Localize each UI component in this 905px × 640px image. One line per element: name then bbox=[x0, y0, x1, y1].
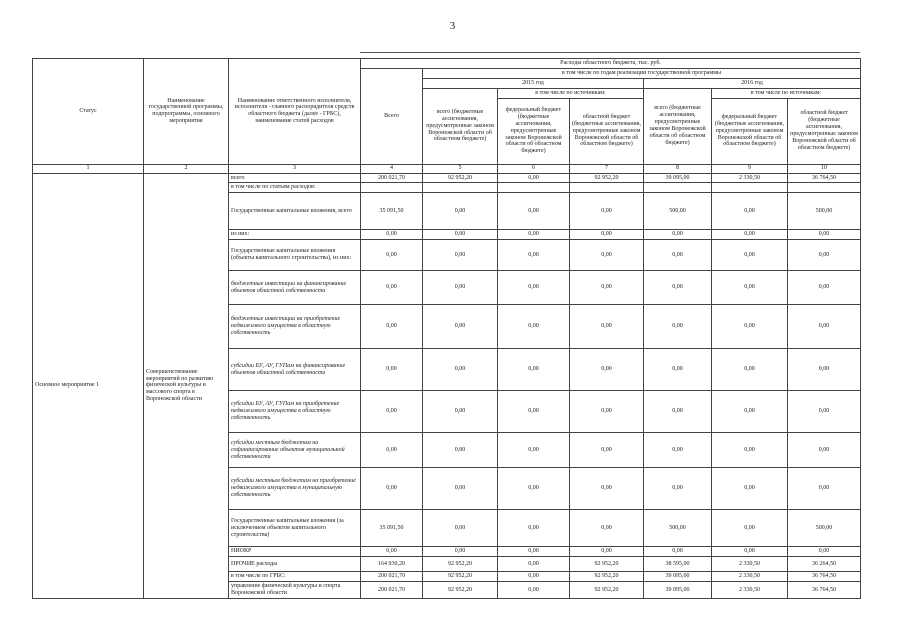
expense-item-label: из них: bbox=[229, 230, 361, 240]
amount-cell: 92 952,20 bbox=[570, 572, 644, 582]
column-numbers-row bbox=[33, 164, 861, 173]
column-number: 2 bbox=[144, 164, 229, 173]
amount-cell: 0,00 bbox=[788, 230, 861, 240]
expense-item-label: бюджетные инвестиции на приобретение недвижимого имущества в областную собственность bbox=[229, 305, 361, 349]
amount-cell: 0,00 bbox=[423, 391, 498, 433]
amount-cell: 0,00 bbox=[788, 240, 861, 271]
amount-cell: 0,00 bbox=[644, 240, 712, 271]
amount-cell: 0,00 bbox=[498, 240, 570, 271]
header-year-2016: 2016 год bbox=[644, 78, 861, 88]
header-2015-total: всего (бюджетные ассигнования, предусмотренные законом Воронежской области об областном бюджете) bbox=[423, 88, 498, 164]
status-cell: Основное мероприятие 1 bbox=[33, 173, 144, 599]
column-number: 5 bbox=[423, 164, 498, 173]
amount-cell: 0,00 bbox=[423, 468, 498, 510]
amount-cell bbox=[423, 183, 498, 193]
column-number: 6 bbox=[498, 164, 570, 173]
amount-cell: 0,00 bbox=[423, 349, 498, 391]
column-number: 9 bbox=[712, 164, 788, 173]
amount-cell: 36 764,50 bbox=[788, 572, 861, 582]
expense-item-label: субсидии БУ, АУ, ГУПам на приобретение недвижимого имущества в областную собственность bbox=[229, 391, 361, 433]
expense-item-label: в том числе по ГРБС: bbox=[229, 572, 361, 582]
amount-cell: 0,00 bbox=[498, 572, 570, 582]
amount-cell: 200 021,70 bbox=[361, 173, 423, 183]
amount-cell: 0,00 bbox=[361, 271, 423, 305]
amount-cell: 0,00 bbox=[361, 468, 423, 510]
amount-cell: 500,00 bbox=[644, 510, 712, 547]
amount-cell: 0,00 bbox=[498, 305, 570, 349]
amount-cell: 92 952,20 bbox=[423, 582, 498, 599]
amount-cell bbox=[788, 183, 861, 193]
amount-cell: 0,00 bbox=[423, 305, 498, 349]
amount-cell: 0,00 bbox=[712, 433, 788, 468]
amount-cell: 0,00 bbox=[644, 271, 712, 305]
amount-cell: 36 264,50 bbox=[788, 557, 861, 572]
amount-cell: 2 330,50 bbox=[712, 582, 788, 599]
header-2015-regional: областной бюджет (бюджетные ассигнования, предусмотренные законом Воронежской области об областном бюджете) bbox=[570, 98, 644, 164]
header-2015-federal: федеральный бюджет (бюджетные ассигнования, предусмотренные законом Воронежской области об областном бюджете) bbox=[498, 98, 570, 164]
amount-cell: 38 595,00 bbox=[644, 557, 712, 572]
expense-item-label: всего bbox=[229, 173, 361, 183]
expense-item-label: субсидии местным бюджетам на софинансирование объектов муниципальной собственности bbox=[229, 433, 361, 468]
amount-cell: 0,00 bbox=[423, 271, 498, 305]
amount-cell: 35 091,50 bbox=[361, 510, 423, 547]
amount-cell bbox=[361, 183, 423, 193]
amount-cell: 0,00 bbox=[644, 433, 712, 468]
amount-cell: 0,00 bbox=[570, 305, 644, 349]
amount-cell: 36 764,50 bbox=[788, 173, 861, 183]
amount-cell: 0,00 bbox=[498, 271, 570, 305]
amount-cell: 39 095,00 bbox=[644, 572, 712, 582]
header-year-2015: 2015 год bbox=[423, 78, 644, 88]
column-number: 8 bbox=[644, 164, 712, 173]
amount-cell: 0,00 bbox=[498, 547, 570, 557]
column-number: 1 bbox=[33, 164, 144, 173]
column-number: 10 bbox=[788, 164, 861, 173]
expense-item-label: Государственные капитальные вложения (объекты капитального строительства), из них: bbox=[229, 240, 361, 271]
expense-item-label: НИОКР bbox=[229, 547, 361, 557]
amount-cell: 0,00 bbox=[712, 271, 788, 305]
expense-item-label: субсидии БУ, АУ, ГУПам на финансирование объектов областной собственности bbox=[229, 349, 361, 391]
header-2015-sources: в том числе по источникам: bbox=[498, 88, 644, 98]
header-status: Статус bbox=[33, 59, 144, 165]
amount-cell: 0,00 bbox=[712, 349, 788, 391]
amount-cell: 0,00 bbox=[361, 547, 423, 557]
expenses-table bbox=[32, 58, 861, 599]
amount-cell: 0,00 bbox=[423, 240, 498, 271]
header-total: Всего bbox=[361, 68, 423, 164]
amount-cell: 35 091,50 bbox=[361, 193, 423, 230]
amount-cell: 0,00 bbox=[644, 468, 712, 510]
amount-cell: 0,00 bbox=[498, 510, 570, 547]
amount-cell: 0,00 bbox=[498, 557, 570, 572]
page-number: 3 bbox=[449, 20, 456, 32]
amount-cell: 0,00 bbox=[361, 349, 423, 391]
header-expenses: Расходы областного бюджета, тыс. руб. bbox=[361, 59, 861, 69]
amount-cell: 0,00 bbox=[712, 391, 788, 433]
amount-cell: 0,00 bbox=[788, 433, 861, 468]
amount-cell: 0,00 bbox=[361, 230, 423, 240]
amount-cell: 0,00 bbox=[712, 193, 788, 230]
amount-cell: 0,00 bbox=[644, 230, 712, 240]
column-number: 7 bbox=[570, 164, 644, 173]
header-program: Наименование государственной программы, подпрограммы, основного мероприятия bbox=[144, 59, 229, 165]
amount-cell: 0,00 bbox=[712, 547, 788, 557]
amount-cell: 0,00 bbox=[644, 349, 712, 391]
amount-cell: 39 095,00 bbox=[644, 582, 712, 599]
header-2016-regional: областной бюджет (бюджетные ассигнования, предусмотренные законом Воронежской области об областном бюджете) bbox=[788, 98, 861, 164]
amount-cell: 0,00 bbox=[423, 510, 498, 547]
amount-cell: 92 952,20 bbox=[570, 173, 644, 183]
header-2016-sources: в том числе по источникам: bbox=[712, 88, 861, 98]
amount-cell: 0,00 bbox=[361, 391, 423, 433]
program-cell: Совершенствование мероприятий по развитию физической культуры и массового спорта в Воронежской области bbox=[144, 173, 229, 599]
header-top-line bbox=[360, 52, 860, 53]
amount-cell: 0,00 bbox=[712, 240, 788, 271]
amount-cell: 0,00 bbox=[712, 468, 788, 510]
amount-cell bbox=[498, 183, 570, 193]
amount-cell: 0,00 bbox=[788, 349, 861, 391]
amount-cell: 0,00 bbox=[788, 468, 861, 510]
amount-cell: 0,00 bbox=[361, 305, 423, 349]
amount-cell: 200 021,70 bbox=[361, 582, 423, 599]
amount-cell: 2 330,50 bbox=[712, 173, 788, 183]
expense-item-label: ПРОЧИЕ расходы bbox=[229, 557, 361, 572]
amount-cell: 2 330,50 bbox=[712, 557, 788, 572]
amount-cell: 0,00 bbox=[423, 193, 498, 230]
amount-cell: 92 952,20 bbox=[570, 582, 644, 599]
amount-cell: 0,00 bbox=[498, 391, 570, 433]
amount-cell: 0,00 bbox=[361, 433, 423, 468]
expense-item-label: Государственные капитальные вложения (за исключением объектов капитального строительства) bbox=[229, 510, 361, 547]
amount-cell: 0,00 bbox=[498, 433, 570, 468]
header-2016-federal: федеральный бюджет (бюджетные ассигнования, предусмотренные законом Воронежской области об областном бюджете) bbox=[712, 98, 788, 164]
amount-cell: 0,00 bbox=[498, 468, 570, 510]
amount-cell: 0,00 bbox=[788, 547, 861, 557]
column-number: 3 bbox=[229, 164, 361, 173]
amount-cell: 0,00 bbox=[570, 433, 644, 468]
amount-cell: 200 021,70 bbox=[361, 572, 423, 582]
amount-cell: 0,00 bbox=[712, 230, 788, 240]
amount-cell: 0,00 bbox=[361, 240, 423, 271]
amount-cell: 0,00 bbox=[498, 230, 570, 240]
amount-cell: 0,00 bbox=[570, 349, 644, 391]
expense-item-label: субсидии местным бюджетам на приобретение недвижимого имущества в муниципальную собственность bbox=[229, 468, 361, 510]
amount-cell: 0,00 bbox=[498, 193, 570, 230]
amount-cell: 0,00 bbox=[570, 240, 644, 271]
amount-cell: 92 952,20 bbox=[423, 557, 498, 572]
amount-cell: 500,00 bbox=[644, 193, 712, 230]
amount-cell: 0,00 bbox=[423, 433, 498, 468]
amount-cell: 0,00 bbox=[644, 305, 712, 349]
column-number: 4 bbox=[361, 164, 423, 173]
amount-cell: 0,00 bbox=[788, 271, 861, 305]
amount-cell: 0,00 bbox=[570, 468, 644, 510]
amount-cell: 500,00 bbox=[788, 510, 861, 547]
amount-cell: 2 330,50 bbox=[712, 572, 788, 582]
amount-cell: 0,00 bbox=[423, 547, 498, 557]
amount-cell: 0,00 bbox=[644, 547, 712, 557]
amount-cell: 0,00 bbox=[498, 173, 570, 183]
amount-cell: 0,00 bbox=[423, 230, 498, 240]
expense-item-label: управление физической культуры и спорта Воронежской области bbox=[229, 582, 361, 599]
amount-cell: 0,00 bbox=[712, 510, 788, 547]
amount-cell: 92 952,20 bbox=[423, 173, 498, 183]
amount-cell: 0,00 bbox=[570, 193, 644, 230]
header-executor: Наименование ответственного исполнителя, исполнителя - главного распорядителя средств областного бюджета (далее - ГРБС), наименование статей расходов bbox=[229, 59, 361, 165]
amount-cell: 0,00 bbox=[570, 391, 644, 433]
amount-cell: 92 952,20 bbox=[570, 557, 644, 572]
amount-cell bbox=[570, 183, 644, 193]
amount-cell: 0,00 bbox=[788, 305, 861, 349]
amount-cell: 0,00 bbox=[498, 582, 570, 599]
amount-cell: 92 952,20 bbox=[423, 572, 498, 582]
amount-cell: 36 764,50 bbox=[788, 582, 861, 599]
amount-cell: 0,00 bbox=[570, 547, 644, 557]
amount-cell: 39 095,00 bbox=[644, 173, 712, 183]
amount-cell: 0,00 bbox=[570, 271, 644, 305]
header-2016-total: всего (бюджетные ассигнования, предусмотренные законом Воронежской области об областном бюджете) bbox=[644, 88, 712, 164]
amount-cell: 0,00 bbox=[498, 349, 570, 391]
amount-cell: 0,00 bbox=[570, 510, 644, 547]
expense-item-label: в том числе по статьям расходов: bbox=[229, 183, 361, 193]
amount-cell bbox=[644, 183, 712, 193]
amount-cell: 0,00 bbox=[788, 391, 861, 433]
amount-cell: 0,00 bbox=[644, 391, 712, 433]
expense-item-label: бюджетные инвестиции на финансирование объектов областной собственности bbox=[229, 271, 361, 305]
table-row bbox=[33, 173, 861, 183]
amount-cell: 500,00 bbox=[788, 193, 861, 230]
header-by-years: в том числе по годам реализации государственной программы bbox=[423, 68, 861, 78]
amount-cell bbox=[712, 183, 788, 193]
amount-cell: 0,00 bbox=[712, 305, 788, 349]
amount-cell: 164 930,20 bbox=[361, 557, 423, 572]
expense-item-label: Государственные капитальные вложения, всего bbox=[229, 193, 361, 230]
amount-cell: 0,00 bbox=[570, 230, 644, 240]
